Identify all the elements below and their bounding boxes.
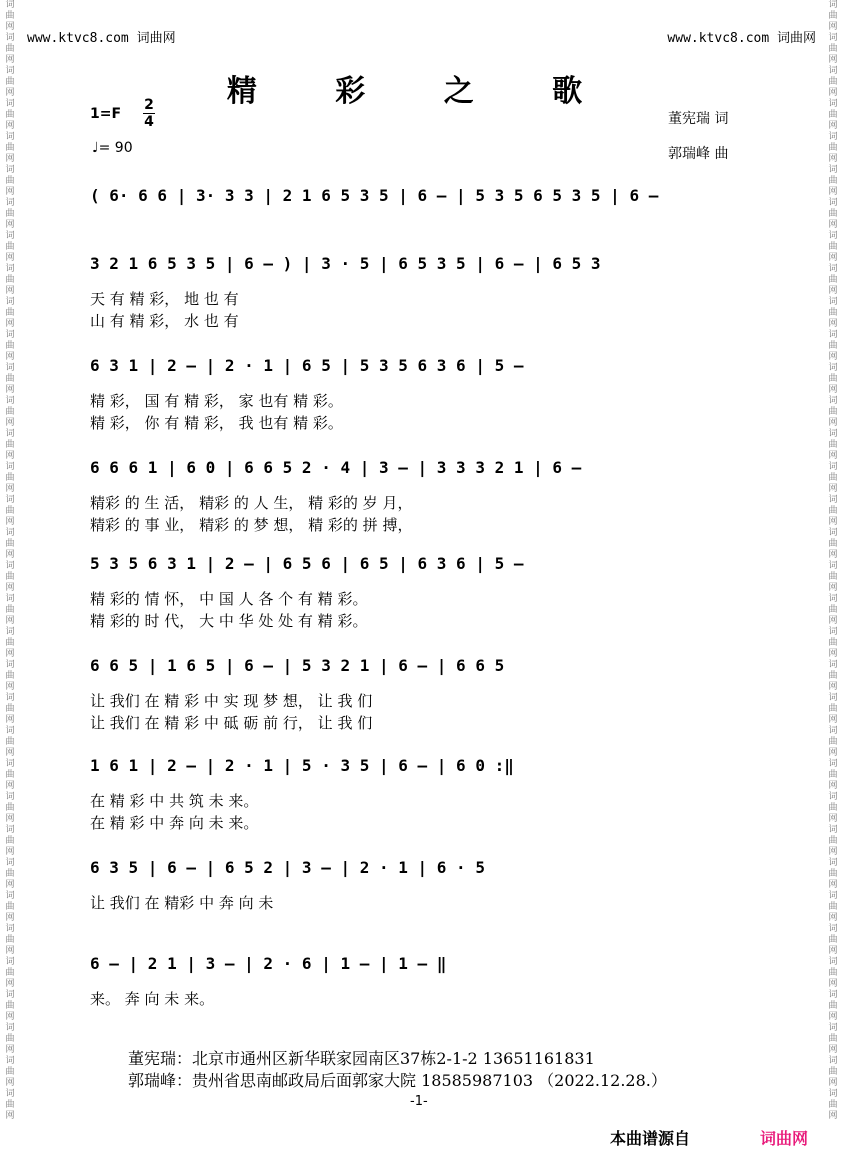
watermark-char: 曲	[828, 176, 838, 186]
watermark-char: 词	[5, 132, 15, 142]
watermark-char: 网	[828, 781, 838, 791]
watermark-char: 网	[5, 847, 15, 857]
watermark-char: 曲	[828, 473, 838, 483]
watermark-char: 网	[5, 1111, 15, 1121]
lyric-line	[80, 988, 760, 1010]
watermark-char: 词	[828, 1056, 838, 1066]
watermark-char: 词	[5, 0, 15, 10]
watermark-char: 曲	[828, 407, 838, 417]
slur-marks	[80, 348, 760, 388]
watermark-char: 词	[5, 363, 15, 373]
lyric-text: 精 彩， 你 有 精 彩， 我 也有 精 彩。	[90, 414, 343, 432]
watermark-char: 词	[828, 198, 838, 208]
watermark-left	[2, 0, 18, 1122]
header-site-left[interactable]: www.ktvc8.com 词曲网	[27, 31, 176, 46]
watermark-char: 词	[828, 693, 838, 703]
time-bottom: 4	[144, 114, 154, 130]
watermark-char: 网	[828, 517, 838, 527]
watermark-char: 词	[5, 627, 15, 637]
watermark-char: 词	[828, 891, 838, 901]
watermark-char: 曲	[828, 803, 838, 813]
watermark-char: 曲	[828, 110, 838, 120]
watermark-char: 曲	[5, 1100, 15, 1110]
watermark-char: 网	[828, 154, 838, 164]
watermark-char: 曲	[828, 968, 838, 978]
watermark-char: 曲	[5, 176, 15, 186]
lyric-line	[80, 812, 760, 834]
watermark-char: 曲	[828, 341, 838, 351]
watermark-char: 网	[828, 616, 838, 626]
watermark-char: 词	[5, 528, 15, 538]
watermark-char: 词	[5, 429, 15, 439]
watermark-char: 词	[5, 99, 15, 109]
watermark-char: 词	[5, 165, 15, 175]
watermark-char: 词	[5, 825, 15, 835]
watermark-char: 词	[5, 561, 15, 571]
watermark-char: 网	[5, 1012, 15, 1022]
watermark-char: 网	[828, 583, 838, 593]
watermark-char: 曲	[828, 836, 838, 846]
lyric-line	[80, 310, 760, 332]
lyric-text: 精彩 的 事 业， 精彩 的 梦 想， 精 彩的 拼 搏，	[90, 516, 413, 534]
watermark-char: 词	[828, 66, 838, 76]
watermark-char: 网	[5, 22, 15, 32]
watermark-char: 词	[828, 1023, 838, 1033]
watermark-char: 网	[5, 616, 15, 626]
watermark-char: 网	[828, 946, 838, 956]
watermark-char: 网	[5, 1078, 15, 1088]
watermark-char: 曲	[828, 374, 838, 384]
watermark-char: 曲	[828, 209, 838, 219]
watermark-char: 曲	[5, 11, 15, 21]
watermark-char: 词	[828, 231, 838, 241]
lyric-line	[80, 712, 760, 734]
lyric-line	[80, 588, 760, 610]
watermark-char: 曲	[5, 935, 15, 945]
watermark-char: 网	[828, 88, 838, 98]
watermark-char: 曲	[5, 836, 15, 846]
watermark-char: 曲	[5, 44, 15, 54]
watermark-char: 词	[5, 1056, 15, 1066]
watermark-char: 曲	[828, 143, 838, 153]
watermark-char: 网	[5, 418, 15, 428]
watermark-char: 网	[5, 1045, 15, 1055]
notation-text: 6 3 1 | 2 — | 2 · 1 | 6 5 | 5 3 5 6 3 6 | 5 —	[90, 356, 524, 375]
watermark-char: 曲	[5, 440, 15, 450]
watermark-char: 网	[5, 451, 15, 461]
watermark-char: 词	[828, 660, 838, 670]
watermark-char: 网	[5, 979, 15, 989]
watermark-char: 曲	[5, 308, 15, 318]
watermark-char: 词	[828, 924, 838, 934]
watermark-char: 曲	[828, 704, 838, 714]
watermark-char: 网	[5, 154, 15, 164]
header-site-right[interactable]: www.ktvc8.com 词曲网	[667, 31, 816, 46]
watermark-char: 词	[828, 495, 838, 505]
slur-marks	[80, 246, 760, 286]
slur-marks	[80, 648, 760, 688]
watermark-char: 曲	[828, 770, 838, 780]
lyric-text: 精彩 的 生 活， 精彩 的 人 生， 精 彩的 岁 月，	[90, 494, 413, 512]
watermark-right	[825, 0, 841, 1122]
watermark-char: 词	[5, 759, 15, 769]
watermark-char: 网	[5, 121, 15, 131]
watermark-char: 词	[5, 660, 15, 670]
lyric-line	[80, 892, 760, 914]
watermark-char: 词	[828, 396, 838, 406]
watermark-char: 曲	[5, 242, 15, 252]
notation-text: 6 3 5 | 6 — | 6 5 2 | 3 — | 2 · 1 | 6 · 5	[90, 858, 485, 877]
watermark-char: 曲	[5, 275, 15, 285]
watermark-char: 曲	[5, 209, 15, 219]
notation-text: 5 3 5 6 3 1 | 2 — | 6 5 6 | 6 5 | 6 3 6 | 5 —	[90, 554, 524, 573]
watermark-char: 词	[5, 231, 15, 241]
lyricist-credit: 董宪瑞 词	[668, 111, 729, 127]
watermark-char: 曲	[5, 1067, 15, 1077]
lyric-text: 精 彩， 国 有 精 彩， 家 也有 精 彩。	[90, 392, 343, 410]
watermark-char: 词	[828, 825, 838, 835]
lyric-text: 让 我们 在 精 彩 中 实 现 梦 想， 让 我 们	[90, 692, 373, 710]
watermark-char: 词	[828, 330, 838, 340]
watermark-char: 网	[828, 1078, 838, 1088]
watermark-char: 词	[5, 726, 15, 736]
watermark-char: 词	[828, 297, 838, 307]
watermark-char: 词	[5, 594, 15, 604]
slur-marks	[80, 546, 760, 586]
watermark-char: 词	[5, 1023, 15, 1033]
watermark-char: 网	[828, 979, 838, 989]
lyric-line	[80, 412, 760, 434]
watermark-char: 网	[828, 385, 838, 395]
watermark-char: 曲	[5, 605, 15, 615]
score-system	[80, 348, 760, 438]
composer-address: 郭瑞峰：贵州省思南邮政局后面郭家大院 18585987103 （2022.12.28.）	[128, 1071, 667, 1090]
watermark-char: 曲	[5, 77, 15, 87]
watermark-char: 词	[828, 1089, 838, 1099]
watermark-char: 网	[828, 55, 838, 65]
key-signature: 1=F	[90, 106, 122, 122]
watermark-char: 网	[828, 649, 838, 659]
song-title: 精 彩 之 歌	[226, 74, 617, 109]
score-system	[80, 748, 760, 838]
watermark-char: 网	[828, 748, 838, 758]
watermark-char: 曲	[828, 671, 838, 681]
watermark-char: 曲	[828, 935, 838, 945]
watermark-char: 网	[5, 748, 15, 758]
watermark-char: 网	[828, 913, 838, 923]
watermark-char: 词	[5, 1089, 15, 1099]
watermark-char: 网	[828, 715, 838, 725]
watermark-char: 词	[828, 264, 838, 274]
slur-marks	[80, 450, 760, 490]
watermark-char: 网	[5, 946, 15, 956]
notation-text: 3 2 1 6 5 3 5 | 6 — ) | 3 · 5 | 6 5 3 5 | 6 — | 6 5 3	[90, 254, 601, 273]
notation-text: 1 6 1 | 2 — | 2 · 1 | 5 · 3 5 | 6 — | 6 0 :‖	[90, 756, 514, 775]
watermark-char: 词	[5, 957, 15, 967]
watermark-char: 网	[828, 121, 838, 131]
time-signature	[143, 97, 155, 130]
watermark-char: 网	[828, 253, 838, 263]
watermark-char: 网	[5, 187, 15, 197]
lyric-line	[80, 390, 760, 412]
score-system	[80, 648, 760, 738]
watermark-char: 网	[828, 847, 838, 857]
lyric-text: 精 彩的 时 代， 大 中 华 处 处 有 精 彩。	[90, 612, 368, 630]
lyric-line	[80, 690, 760, 712]
watermark-char: 词	[828, 33, 838, 43]
watermark-char: 词	[5, 297, 15, 307]
source-label: 本曲谱源自	[610, 1129, 691, 1148]
watermark-char: 曲	[5, 341, 15, 351]
watermark-char: 词	[5, 924, 15, 934]
watermark-char: 曲	[5, 770, 15, 780]
watermark-char: 网	[828, 220, 838, 230]
lyric-line	[80, 288, 760, 310]
lyric-text: 天 有 精 彩， 地 也 有	[90, 290, 239, 308]
watermark-char: 词	[828, 594, 838, 604]
slur-marks	[80, 748, 760, 788]
watermark-char: 网	[5, 913, 15, 923]
watermark-char: 曲	[828, 308, 838, 318]
watermark-char: 曲	[5, 110, 15, 120]
watermark-char: 网	[828, 319, 838, 329]
watermark-char: 曲	[828, 242, 838, 252]
notation-text: 6 6 6 1 | 6 0 | 6 6 5 2 · 4 | 3 — | 3 3 3 2 1 | 6 —	[90, 458, 582, 477]
watermark-char: 网	[5, 220, 15, 230]
watermark-char: 网	[828, 1045, 838, 1055]
watermark-char: 曲	[5, 1001, 15, 1011]
watermark-char: 曲	[5, 638, 15, 648]
watermark-char: 网	[828, 451, 838, 461]
watermark-char: 曲	[828, 605, 838, 615]
watermark-char: 曲	[828, 1034, 838, 1044]
lyric-text: 让 我们 在 精彩 中 奔 向 未	[90, 894, 274, 912]
watermark-char: 曲	[828, 902, 838, 912]
watermark-char: 曲	[828, 506, 838, 516]
watermark-char: 网	[5, 715, 15, 725]
watermark-char: 曲	[5, 143, 15, 153]
notation-text: 6 6 5 | 1 6 5 | 6 — | 5 3 2 1 | 6 — | 6 6 5	[90, 656, 505, 675]
watermark-char: 曲	[828, 572, 838, 582]
watermark-char: 词	[5, 495, 15, 505]
watermark-char: 网	[5, 55, 15, 65]
watermark-char: 曲	[5, 506, 15, 516]
watermark-char: 词	[828, 627, 838, 637]
watermark-char: 曲	[5, 473, 15, 483]
page-number: -1-	[410, 1094, 428, 1109]
watermark-char: 词	[5, 66, 15, 76]
watermark-char: 词	[5, 396, 15, 406]
watermark-char: 网	[828, 22, 838, 32]
watermark-char: 网	[828, 418, 838, 428]
watermark-char: 曲	[828, 1001, 838, 1011]
watermark-char: 网	[828, 484, 838, 494]
watermark-char: 曲	[828, 737, 838, 747]
score-system	[80, 946, 760, 1036]
watermark-char: 曲	[828, 1100, 838, 1110]
watermark-char: 词	[5, 462, 15, 472]
watermark-char: 网	[828, 187, 838, 197]
watermark-char: 曲	[5, 1034, 15, 1044]
lyric-text: 山 有 精 彩， 水 也 有	[90, 312, 239, 330]
notation-text: 6 — | 2 1 | 3 — | 2 · 6 | 1 — | 1 — ‖	[90, 954, 447, 973]
watermark-char: 曲	[828, 440, 838, 450]
watermark-char: 曲	[5, 407, 15, 417]
notation-text: ( 6· 6 6 | 3· 3 3 | 2 1 6 5 3 5 | 6 — | 5 3 5 6 5 3 5 | 6 —	[90, 186, 659, 205]
watermark-char: 曲	[5, 539, 15, 549]
lyric-text: 在 精 彩 中 共 筑 未 来。	[90, 792, 259, 810]
watermark-char: 曲	[5, 704, 15, 714]
lyric-line	[80, 492, 760, 514]
watermark-char: 词	[828, 726, 838, 736]
time-top: 2	[144, 97, 154, 113]
score-system	[80, 450, 760, 540]
score-system	[80, 246, 760, 336]
watermark-char: 曲	[5, 803, 15, 813]
watermark-char: 曲	[5, 869, 15, 879]
lyric-line	[80, 514, 760, 536]
watermark-char: 网	[5, 814, 15, 824]
watermark-char: 曲	[828, 77, 838, 87]
watermark-char: 曲	[5, 671, 15, 681]
watermark-char: 词	[5, 198, 15, 208]
watermark-char: 网	[5, 880, 15, 890]
watermark-char: 网	[828, 550, 838, 560]
watermark-char: 词	[5, 693, 15, 703]
watermark-char: 网	[828, 1012, 838, 1022]
watermark-char: 词	[828, 561, 838, 571]
watermark-char: 网	[5, 484, 15, 494]
watermark-char: 网	[5, 550, 15, 560]
watermark-char: 曲	[5, 902, 15, 912]
watermark-char: 词	[5, 990, 15, 1000]
composer-credit: 郭瑞峰 曲	[668, 146, 729, 162]
watermark-char: 词	[828, 759, 838, 769]
watermark-char: 网	[5, 352, 15, 362]
watermark-char: 网	[5, 781, 15, 791]
watermark-char: 网	[828, 880, 838, 890]
watermark-char: 曲	[828, 11, 838, 21]
watermark-char: 曲	[828, 275, 838, 285]
lyricist-address: 董宪瑞：北京市通州区新华联家园南区37栋2-1-2 13651161831	[128, 1049, 595, 1068]
watermark-char: 曲	[5, 374, 15, 384]
watermark-char: 词	[828, 858, 838, 868]
watermark-char: 词	[828, 99, 838, 109]
watermark-char: 曲	[828, 1067, 838, 1077]
watermark-char: 网	[5, 88, 15, 98]
watermark-char: 词	[828, 792, 838, 802]
lyric-text: 来。 奔 向 未 来。	[90, 990, 215, 1008]
score-system	[80, 850, 760, 940]
watermark-char: 网	[5, 649, 15, 659]
watermark-char: 词	[828, 957, 838, 967]
score-system	[80, 546, 760, 636]
watermark-char: 曲	[5, 737, 15, 747]
watermark-char: 网	[828, 814, 838, 824]
watermark-char: 网	[5, 517, 15, 527]
slur-marks	[80, 946, 760, 986]
watermark-char: 网	[828, 352, 838, 362]
slur-marks	[80, 178, 760, 218]
watermark-char: 网	[5, 319, 15, 329]
watermark-char: 网	[828, 1111, 838, 1121]
watermark-char: 词	[828, 462, 838, 472]
source-brand-logo[interactable]: 词曲网	[760, 1129, 809, 1148]
watermark-char: 曲	[828, 638, 838, 648]
watermark-char: 曲	[5, 572, 15, 582]
watermark-char: 网	[5, 253, 15, 263]
lyric-line	[80, 790, 760, 812]
watermark-char: 网	[5, 385, 15, 395]
watermark-char: 词	[828, 990, 838, 1000]
watermark-char: 词	[828, 528, 838, 538]
watermark-char: 曲	[828, 539, 838, 549]
lyric-text: 在 精 彩 中 奔 向 未 来。	[90, 814, 259, 832]
watermark-char: 网	[5, 682, 15, 692]
watermark-char: 网	[828, 286, 838, 296]
watermark-char: 词	[828, 363, 838, 373]
watermark-char: 网	[5, 583, 15, 593]
watermark-char: 曲	[828, 869, 838, 879]
watermark-char: 词	[5, 891, 15, 901]
watermark-char: 曲	[5, 968, 15, 978]
lyric-text: 让 我们 在 精 彩 中 砥 砺 前 行， 让 我 们	[90, 714, 373, 732]
tempo-marking: ♩= 90	[92, 140, 133, 156]
watermark-char: 词	[828, 0, 838, 10]
watermark-char: 词	[5, 858, 15, 868]
watermark-char: 词	[5, 330, 15, 340]
watermark-char: 词	[828, 429, 838, 439]
watermark-char: 词	[828, 165, 838, 175]
lyric-text: 精 彩的 情 怀， 中 国 人 各 个 有 精 彩。	[90, 590, 368, 608]
watermark-char: 词	[828, 132, 838, 142]
watermark-char: 词	[5, 792, 15, 802]
lyric-line	[80, 610, 760, 632]
watermark-char: 词	[5, 264, 15, 274]
watermark-char: 网	[828, 682, 838, 692]
watermark-char: 网	[5, 286, 15, 296]
watermark-char: 词	[5, 33, 15, 43]
slur-marks	[80, 850, 760, 890]
watermark-char: 曲	[828, 44, 838, 54]
